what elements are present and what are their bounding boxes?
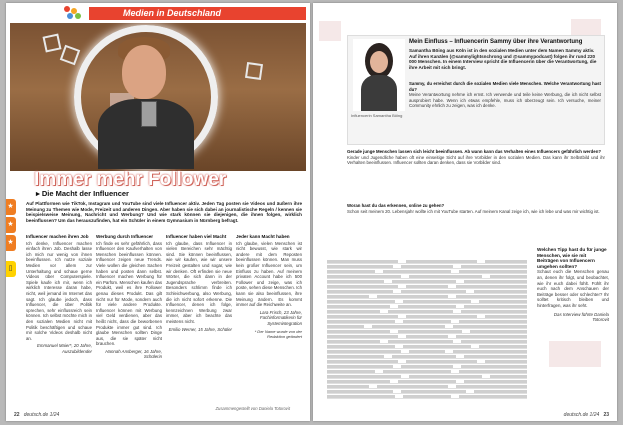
column-text: Ich glaube, dass Influencer in vielen Bereichen sehr mächtig sind. Sie können beeinflussen, wie wir kaufen, wie wir unsere Freizeit gestalten und sogar, wie wir denken. Oft erfinden sie neue Wörter, die sich dann in der Jugendsprache verbreiten. Besonders schlimm finde ich Schleichwerbung, also Werbung, die ich nicht sofort erkenne. Die Influencer, denen ich folge, kennzeichnen Werbung zwar immer, aber ich beachte das meistens nicht.: [166, 240, 232, 324]
column-4: [236, 234, 302, 340]
column-2: [96, 234, 162, 360]
interview-qa-2: Gerade junge Menschen lassen sich leicht beeinflussen. Ab wann kann das Verhalten eines Influencers gefährlich werden? Kinder und Jugendliche haben oft eine einseitige Sicht auf ihre Vorbilder in den sozialen Medien. Das kann ihr Selbstbild und ihr Verhalten beeinflussen. Influencer sollten daran denken, dass sie Vorbilder sind.: [347, 149, 605, 165]
rating-tab: [6, 235, 16, 251]
column-signature: Hannah Ansberger, 16 Jahre, Schülerin: [105, 348, 162, 360]
rating-tab: [6, 199, 16, 215]
interview-qa-1: Sammy, du erreichst durch die sozialen Medien viele Menschen. Welche Verantwortung hast du? Meine Verantwortung nehme ich ernst. Ich verwende und teile keine Werbung, die ich nicht selbst ausprobiert habe. Wenn ich etwas empfehle, muss ich überzeugt sein. Ich versuche, meiner Community ehrlich zu zeigen, was ich denke.: [409, 81, 601, 108]
footnote: * Der Name wurde von der Redaktion geändert: [254, 328, 302, 340]
phone-icon: [141, 101, 157, 127]
column-signature: Lara Frisch, 23 Jahre, Fachinformatikerin für Systemintegration: [259, 309, 302, 326]
star-icon: ★: [7, 221, 14, 228]
credit: Zusammengestellt von Daniela Totorovit: [215, 406, 290, 411]
column-heading: Influencer machen ihren Job: [26, 234, 89, 239]
column-heading: Influencer haben viel Macht: [166, 234, 227, 239]
headline: Immer mehr Follower: [34, 169, 227, 190]
star-icon: ★: [7, 203, 14, 210]
illustration-table: [327, 259, 527, 399]
bookmark-tab: [6, 261, 16, 277]
column-text: Ich glaube, vielen Menschen ist nicht bewusst, wie stark wir andere mit dem Reposten beeinflussen können. Man muss kein großer Influencer sein, um Einfluss zu haben. Auf meinem privaten Account habe ich 500 Follower und zeige, was ich poste, sehen diese Menschen. Ich kann sie also beeinflussen, ihre Meinung ändern. Es kommt immer auf die Reichweite an.: [236, 240, 302, 308]
column-3: [166, 234, 232, 332]
interview-qa-3: Woran hast du das erkennen, online zu gehen? Schon seit meinem 20. Lebensjahr wollte ich mit YouTube starten. Auf meinem Kanal zeige ich, wie ich lebe und was mir wichtig ist.: [347, 203, 600, 214]
magazine-logo-icon: [64, 6, 88, 21]
star-icon: ★: [7, 239, 14, 246]
photo-caption: Influencerin Samantha Böing: [351, 113, 403, 118]
interview-title: Mein Einfluss – Influencerin Sammy über ihre Verantwortung Samantha Böing aus Köln ist in den sozialen Medien unter dem Namen Sammy aktiv. Auf ihren Kanälen (@sammylightsnchrong und @sammypodcast) folgen ihr rund 220 000 Menschen. In einem Interview spricht die Influencerin über die Verantwortung, die ihre Arbeit mit sich bringt.: [409, 39, 597, 71]
column-text: Ich finde es sehr gefährlich, dass Influencer den Kaufverhalten von Menschen beeinflussen können. Influencer zeigen neue Trends. Viele wollen die gleichen Sachen haben und posten dann selbst. Influencer machen Werbung für ein Parfüm. Menschen kaufen das Produkt, weil es ihre Follower genau dieses Produkt. Das gilt nicht nur für Mode, sondern auch für viele andere Produkte. Influencer können mit Werbung viel Geld verdienen, aber das heißt nicht, dass die beworbenen Produkte immer gut sind. Ich glaube Menschen sollten Dinge aus, die sie später nicht brauchen.: [96, 240, 162, 347]
interview-qa-4: Welchen Tipp hast du für junge Menschen, wie sie mit Beiträgen von Influencern umgehen sollten? Schaut euch die Menschen genau an, denen ihr folgt, und beobachtet, wie ihr euch dabei fühlt. Fühlt ihr euch nach dem Anschauen der Beiträge besser oder schlechter? Ihr solltet kritisch bleiben und hinterfragen, was ihr seht. Das Interview führte Daniela Totorovit: [537, 247, 609, 323]
column-text: Ich denke, Influencer machen einfach ihren Job. Deshalb lasse ich mich nur wenig von ihnen beeinflussen. Ich nutze soziale Medien vor allem zur Unterhaltung und schaue gerne Videos über Computerspiele. Spiele kaufe ich mir, wenn ich wirklich Interesse daran habe, nicht, weil jemand im Internet das sagt. Ich glaube jedoch, dass Influencer, die über Politik sprechen, sehr einflussreich sein können. Ich selbst möchte mich in den sozialen Medien nicht mit Politik beschäftigen und schaue mir solche Videos deshalb nicht an.: [26, 240, 92, 341]
book-icon: ▯: [8, 265, 13, 272]
right-page: [313, 3, 617, 421]
subheadline: ▸ Die Macht der Influencer: [36, 189, 129, 198]
section-header: Medien in Deutschland: [89, 7, 306, 20]
page-number: 22 deutsch.de 1/24: [14, 412, 60, 418]
lead-paragraph: Auf Plattformen wie TikTok, Instagram und YouTube sind viele Influencer aktiv. Jeden Tag posten sie Videos und äußern ihre Meinung zu Themen wie Mode, Freizeit und anderen Dingen. Aber haben sie sich dabei an journalistische Regeln / kennen sie beispielsweise Meinung, Nachricht und Werbung? Und wie stark können sie diejenigen, die ihnen folgen, wirklich beeinflussen? Um das herauszufinden, hat ein Schüler in einem Gymnasium in Nürnberg befragt.: [26, 201, 302, 224]
influencer-photo: [10, 23, 306, 171]
rating-tab: [6, 217, 16, 233]
column-heading: Werbung durch Influencer: [96, 234, 154, 239]
left-page: [6, 3, 310, 421]
page-number: deutsch.de 1/24 23: [563, 412, 609, 418]
column-signature: Emilio Werner, 15 Jahre, Schüler: [168, 326, 232, 332]
column-signature: Emmanuel Maier*, 20 Jahre, Auszubildender: [36, 343, 92, 354]
column-heading: Jeder kann Macht haben: [236, 234, 290, 239]
column-1: [26, 234, 92, 354]
influencer-portrait: [353, 39, 405, 111]
